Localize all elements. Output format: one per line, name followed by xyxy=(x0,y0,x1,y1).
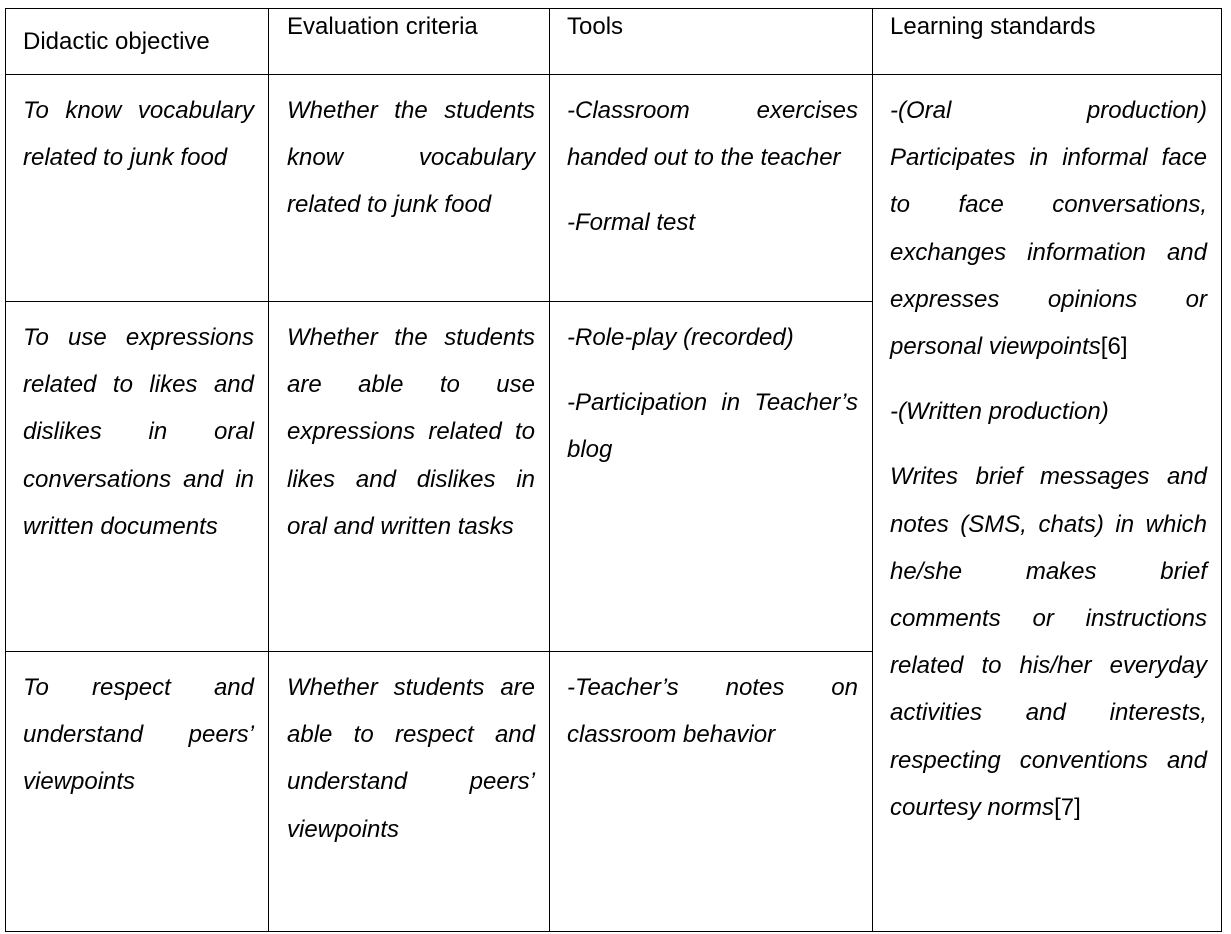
header-didactic-objective: Didactic objective xyxy=(23,28,210,55)
written-production-standard xyxy=(890,453,1207,831)
row1-criteria: Whether the students know vocabulary related to junk food xyxy=(287,97,535,219)
tool-item: -Participation in Teacher’s blog xyxy=(567,389,858,464)
row3-objective: To respect and understand peers’ viewpoints xyxy=(23,674,254,796)
row2-criteria: Whether the students are able to use expressions related to likes and dislikes in oral and written tasks xyxy=(287,324,535,540)
learning-table xyxy=(5,8,1222,932)
row-divider xyxy=(6,651,872,652)
header-tools: Tools xyxy=(567,13,624,40)
header-divider xyxy=(6,74,1221,75)
reference-marker: [6] xyxy=(1100,333,1128,361)
oral-production-standard xyxy=(890,87,1207,370)
tool-item: -Role-play (recorded) xyxy=(567,324,794,351)
row3-tools xyxy=(567,664,858,758)
header-learning-standards: Learning standards xyxy=(890,13,1096,40)
row1-tools xyxy=(567,87,858,247)
header-evaluation-criteria: Evaluation criteria xyxy=(287,13,478,40)
column-divider xyxy=(549,9,550,931)
learning-standards-cell xyxy=(890,87,1207,831)
row1-objective: To know vocabulary related to junk food xyxy=(23,97,254,172)
row-divider xyxy=(6,301,872,302)
standard-text: Writes brief messages and notes (SMS, chats) in which he/she makes brief comments or instructions related to his/her everyday activities and interests, respecting conventions and courtesy norms xyxy=(890,463,1207,821)
column-divider xyxy=(872,9,873,931)
tool-item: -Teacher’s notes on classroom behavior xyxy=(567,674,858,749)
reference-marker: [7] xyxy=(1054,793,1081,821)
row2-objective: To use expressions related to likes and dislikes in oral conversations and in written documents xyxy=(23,324,254,540)
tool-item: -Classroom exercises handed out to the teacher xyxy=(567,97,858,172)
tool-item: -Formal test xyxy=(567,209,696,237)
column-divider xyxy=(268,9,269,931)
standard-text: -(Oral production) Participates in informal face to face conversations, exchanges information and expresses opinions or personal viewpoints xyxy=(890,97,1207,361)
written-production-heading: -(Written production) xyxy=(890,398,1109,426)
row2-tools xyxy=(567,314,858,474)
row3-criteria: Whether students are able to respect and understand peers’ viewpoints xyxy=(287,674,535,843)
